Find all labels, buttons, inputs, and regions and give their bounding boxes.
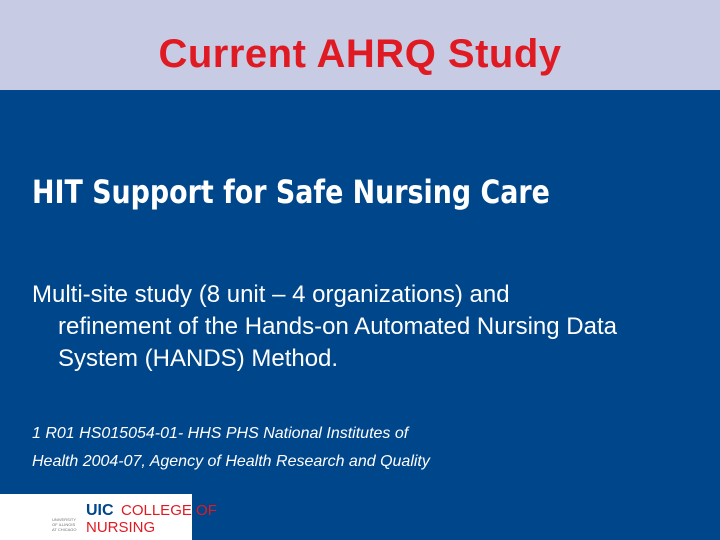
description-line-3: System (HANDS) Method.: [58, 345, 339, 372]
citation-line-2: Health 2004-07, Agency of Health Research and Quality: [32, 453, 430, 470]
logo-college-of: COLLEGE OF: [121, 502, 217, 519]
study-description: [32, 279, 720, 375]
logo-university-text: UNIVERSITY OF ILLINOIS AT CHICAGO: [52, 517, 77, 532]
logo-nursing: NURSING: [86, 519, 156, 536]
slide-title: Current AHRQ Study: [158, 32, 562, 76]
citation-line-1: 1 R01 HS015054-01- HHS PHS National Institutes of: [32, 425, 409, 442]
description-line-2: refinement of the Hands-on Automated Nursing Data: [58, 313, 617, 340]
grant-citation: [32, 420, 632, 476]
logo-uic-wordmark: UIC: [86, 502, 114, 519]
slide-subtitle: HIT Support for Safe Nursing Care: [32, 173, 550, 211]
description-line-1: Multi-site study (8 unit – 4 organizations) and: [32, 281, 510, 308]
